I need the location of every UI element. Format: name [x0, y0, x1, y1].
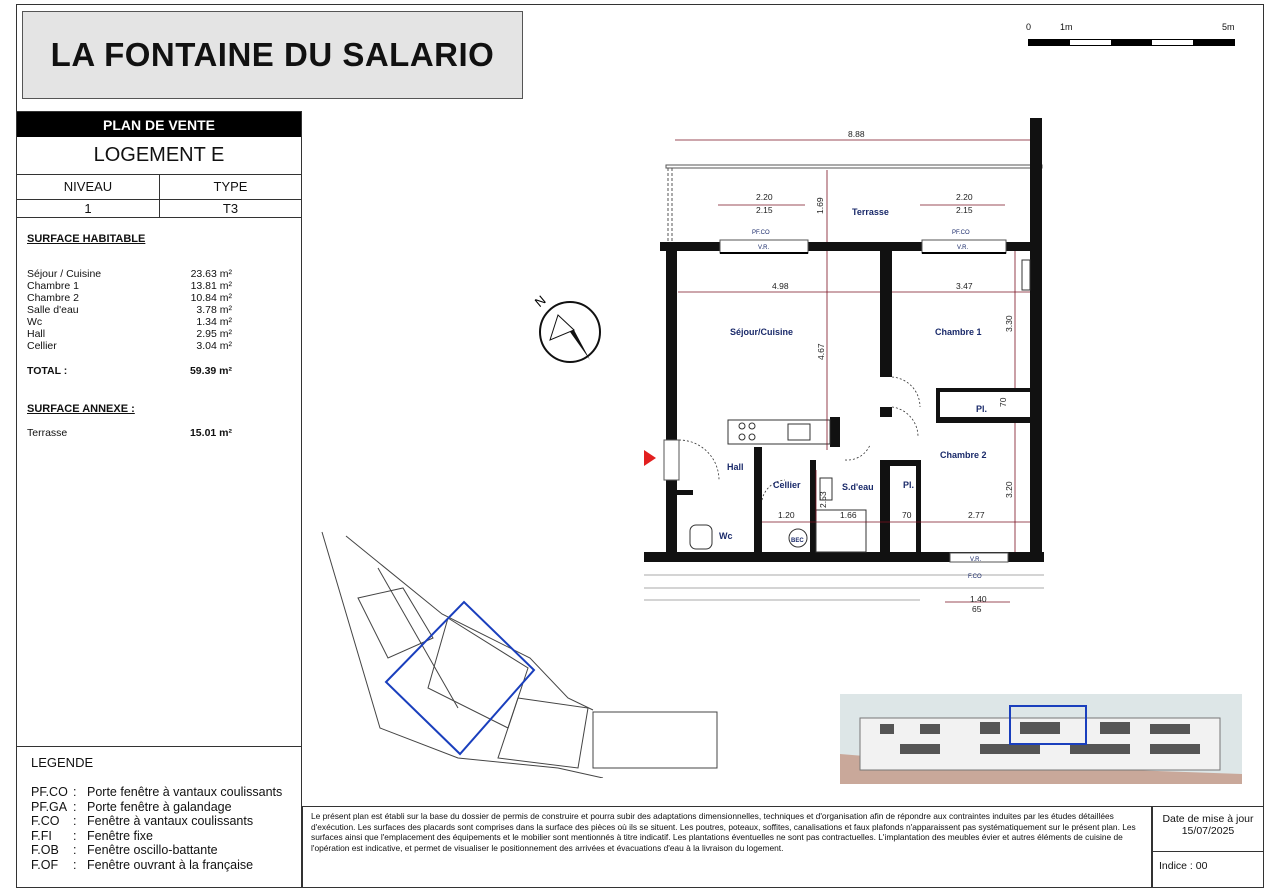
dim-text-pl2-w: 70: [902, 510, 912, 520]
surface-annexe-title: SURFACE ANNEXE :: [27, 403, 135, 415]
door-swing-entrance: [679, 440, 719, 480]
facade-view: [840, 694, 1242, 784]
north-label: N: [531, 292, 549, 310]
dim-text-sejour-d: 4.67: [816, 343, 826, 360]
wall-sejour-ch1: [880, 251, 892, 377]
surface-row-name: Salle d'eau: [27, 304, 79, 316]
type-value: T3: [160, 200, 301, 218]
surface-row-name: Cellier: [27, 340, 57, 352]
hob-burner-3: [739, 434, 745, 440]
scale-label-1m: 1m: [1060, 22, 1073, 32]
label-cellier: Cellier: [773, 480, 801, 490]
facade-window-6: [1150, 724, 1190, 734]
legend-sep: :: [73, 857, 77, 872]
hob-burner-4: [749, 434, 755, 440]
legend-code: F.OF: [31, 857, 59, 872]
site-building-low: [498, 698, 588, 768]
surface-row-name: Séjour / Cuisine: [27, 268, 102, 280]
info-panel: [16, 111, 302, 888]
wall-cellier-sde: [810, 460, 816, 555]
niveau-label: NIVEAU: [17, 174, 160, 200]
surface-total-row: [27, 365, 232, 377]
disclaimer-text: Le présent plan est établi sur la base du dossier de permis de construire et pourra subir des adaptations dimensionnelles, techniques et d'organisation afin de répondre aux contraintes induites par les études détaillées d'exécution. Les surfaces des placards sont comprises dans la surface des pièces où ils se situent. Les poutres, poteaux, soffites, canalisations et faux plafonds n'apparaissent pas systématiquement sur le présent plan. Les surfaces ainsi que l'emplacement des équipements et le mobilier sont mentionnés à titre indicatif. Les plantations éventuelles ne sont pas contractuelles. L'implantation des meubles évier et autres éléments de cuisine de l'opération est indicative, et permet de visualiser le positionnement des arrivées et évacuations d'eau à la livraison du logement.: [302, 806, 1152, 888]
wall-hall-wc: [677, 490, 693, 495]
update-date-box: [1152, 806, 1264, 852]
legend-desc: Fenêtre fixe: [87, 828, 154, 843]
dim-text-fco-b: 65: [972, 604, 982, 614]
site-location-plan: [318, 528, 724, 778]
surface-row: [27, 304, 232, 316]
legend-item: [31, 814, 253, 828]
dim-text-ch2-w: 2.77: [968, 510, 985, 520]
facade-window-3: [980, 722, 1000, 734]
legend: [17, 746, 301, 889]
dim-text-terr-depth: 1.69: [815, 197, 825, 214]
surface-row-name: Wc: [27, 316, 43, 328]
legend-code: PF.CO: [31, 785, 68, 799]
legend-sep: :: [73, 828, 77, 843]
dim-text-sde-w: 1.66: [840, 510, 857, 520]
dim-text-terr-r1: 2.20: [956, 192, 973, 202]
dim-text-sejour-w: 4.98: [772, 281, 789, 291]
plan-de-vente-header: PLAN DE VENTE: [17, 112, 301, 137]
label-pl1: Pl.: [976, 404, 988, 414]
label-terrasse: Terrasse: [852, 207, 889, 217]
label-sdeau: S.d'eau: [842, 482, 874, 492]
wall-pl2-ch2: [916, 460, 921, 555]
dim-text-cellier-d: 2.53: [818, 491, 828, 508]
wall-kitchen: [830, 417, 840, 447]
label-hall: Hall: [727, 462, 744, 472]
update-date-label: Date de mise à jour: [1162, 813, 1254, 825]
window-label-vr1: V.R.: [758, 245, 770, 251]
scale-label-0: 0: [1026, 22, 1032, 32]
dim-text-overall: 8.88: [848, 129, 865, 139]
legend-item: [31, 843, 218, 857]
legend-sep: :: [73, 799, 77, 814]
legend-item: [31, 800, 232, 814]
site-building-right: [593, 712, 717, 768]
closet-ch1: [1022, 260, 1030, 290]
vr-bar-1: [720, 252, 808, 254]
legend-code: PF.GA: [31, 799, 68, 814]
legend-title: LEGENDE: [31, 755, 94, 770]
surface-row-name: Chambre 2: [27, 292, 79, 304]
surface-total-value: 59.39 m²: [189, 365, 232, 377]
dim-text-cellier-w: 1.20: [778, 510, 795, 520]
surface-row-value: 3.04 m²: [196, 340, 232, 352]
legend-item: [31, 829, 153, 843]
dim-text-terr-l1: 2.20: [756, 192, 773, 202]
entrance-door: [664, 440, 679, 480]
surface-row: [27, 268, 232, 280]
surface-total-label: TOTAL :: [27, 365, 68, 377]
surface-annexe-row: [27, 427, 232, 439]
wall-pl1-left: [936, 388, 940, 420]
wall-ch1-ch2: [936, 417, 1030, 423]
legend-code: F.FI: [31, 828, 52, 843]
surface-row: [27, 292, 232, 304]
wall-stub: [880, 407, 892, 417]
surface-row-name: Hall: [27, 328, 46, 340]
window-label-fco: F.CO: [968, 574, 982, 580]
project-title: LA FONTAINE DU SALARIO: [22, 11, 523, 99]
label-chambre2: Chambre 2: [940, 450, 987, 460]
surface-row-value: 13.81 m²: [190, 280, 232, 292]
surface-row-value: 10.84 m²: [190, 292, 232, 304]
wall-sde-pl: [880, 460, 890, 555]
surface-row-value: 1.34 m²: [196, 316, 232, 328]
facade-window-10: [1150, 744, 1200, 754]
legend-desc: Fenêtre à vantaux coulissants: [87, 814, 254, 828]
surface-annexe-value: 15.01 m²: [189, 427, 232, 439]
scale-label-5m: 5m: [1222, 22, 1235, 32]
label-pl2: Pl.: [903, 480, 915, 490]
hob-burner-2: [749, 423, 755, 429]
window-label-vr2: V.R.: [957, 245, 969, 251]
legend-sep: :: [73, 814, 77, 828]
facade-window-7: [900, 744, 940, 754]
wall-west: [666, 251, 677, 559]
update-date-value: 15/07/2025: [1181, 825, 1235, 837]
facade-window-8: [980, 744, 1040, 754]
label-wc: Wc: [719, 531, 733, 541]
surface-row: [27, 316, 232, 328]
surface-annexe-name: Terrasse: [27, 427, 68, 439]
legend-sep: :: [73, 785, 77, 799]
door-swing-ch1: [892, 377, 920, 407]
legend-desc: Porte fenêtre à vantaux coulissants: [87, 785, 283, 799]
label-bec: BEC: [791, 538, 804, 544]
window-label-pfco2: PF.CO: [952, 230, 970, 236]
dim-text-pl-70: 70: [998, 397, 1008, 407]
legend-desc: Fenêtre oscillo-battante: [87, 843, 218, 857]
site-highlight-box: [386, 602, 534, 754]
surface-row-value: 2.95 m²: [196, 328, 232, 340]
door-swing-ch2: [892, 407, 918, 437]
dim-text-terr-l2: 2.15: [756, 205, 773, 215]
label-sejour: Séjour/Cuisine: [730, 327, 794, 337]
scale-bar: [1026, 22, 1236, 52]
site-outline-2: [346, 536, 593, 710]
legend-desc: Porte fenêtre à galandage: [87, 799, 232, 814]
entrance-arrow-icon: [644, 450, 656, 466]
label-chambre1: Chambre 1: [935, 327, 982, 337]
facade-window-5: [1100, 722, 1130, 734]
legend-desc: Fenêtre ouvrant à la française: [87, 857, 254, 872]
surface-row: [27, 340, 232, 352]
vr-bar-2: [922, 252, 1006, 254]
facade-window-9: [1070, 744, 1130, 754]
facade-window-2: [920, 724, 940, 734]
legend-code: F.CO: [31, 814, 60, 828]
wall-hall-cellier: [754, 447, 762, 555]
niveau-value: 1: [17, 200, 160, 218]
facade-window-4: [1020, 722, 1060, 734]
scale-bar-segments: [1028, 39, 1235, 46]
wall-east: [1030, 118, 1042, 560]
surface-habitable-title: SURFACE HABITABLE: [27, 233, 146, 245]
dim-text-ch2-d: 3.20: [1004, 481, 1014, 498]
legend-code: F.OB: [31, 843, 59, 857]
dim-text-fco-w: 1.40: [970, 594, 987, 604]
surface-row: [27, 280, 232, 292]
window-label-vr3: V.R.: [970, 557, 982, 563]
terrace-railing-top: [666, 165, 1042, 168]
dim-text-ch1-w: 3.47: [956, 281, 973, 291]
indice-box: Indice : 00: [1152, 852, 1264, 888]
logement-label: LOGEMENT E: [17, 137, 301, 175]
north-compass-icon: [530, 290, 610, 370]
surface-row-value: 3.78 m²: [196, 304, 232, 316]
type-label: TYPE: [160, 174, 301, 200]
kitchen-sink: [788, 424, 810, 440]
dim-text-terr-r2: 2.15: [956, 205, 973, 215]
surface-row-name: Chambre 1: [27, 280, 79, 292]
door-swing-sde: [845, 445, 870, 460]
legend-item: [31, 858, 253, 872]
legend-item: [31, 785, 282, 799]
hob-burner: [739, 423, 745, 429]
window-label-pfco1: PF.CO: [752, 230, 770, 236]
wall-pl1-top: [936, 388, 1030, 392]
legend-sep: :: [73, 843, 77, 857]
dim-text-ch1-d: 3.30: [1004, 315, 1014, 332]
facade-window: [880, 724, 894, 734]
surface-row-value: 23.63 m²: [190, 268, 232, 280]
surface-row: [27, 328, 232, 340]
site-outline-1: [322, 532, 603, 778]
